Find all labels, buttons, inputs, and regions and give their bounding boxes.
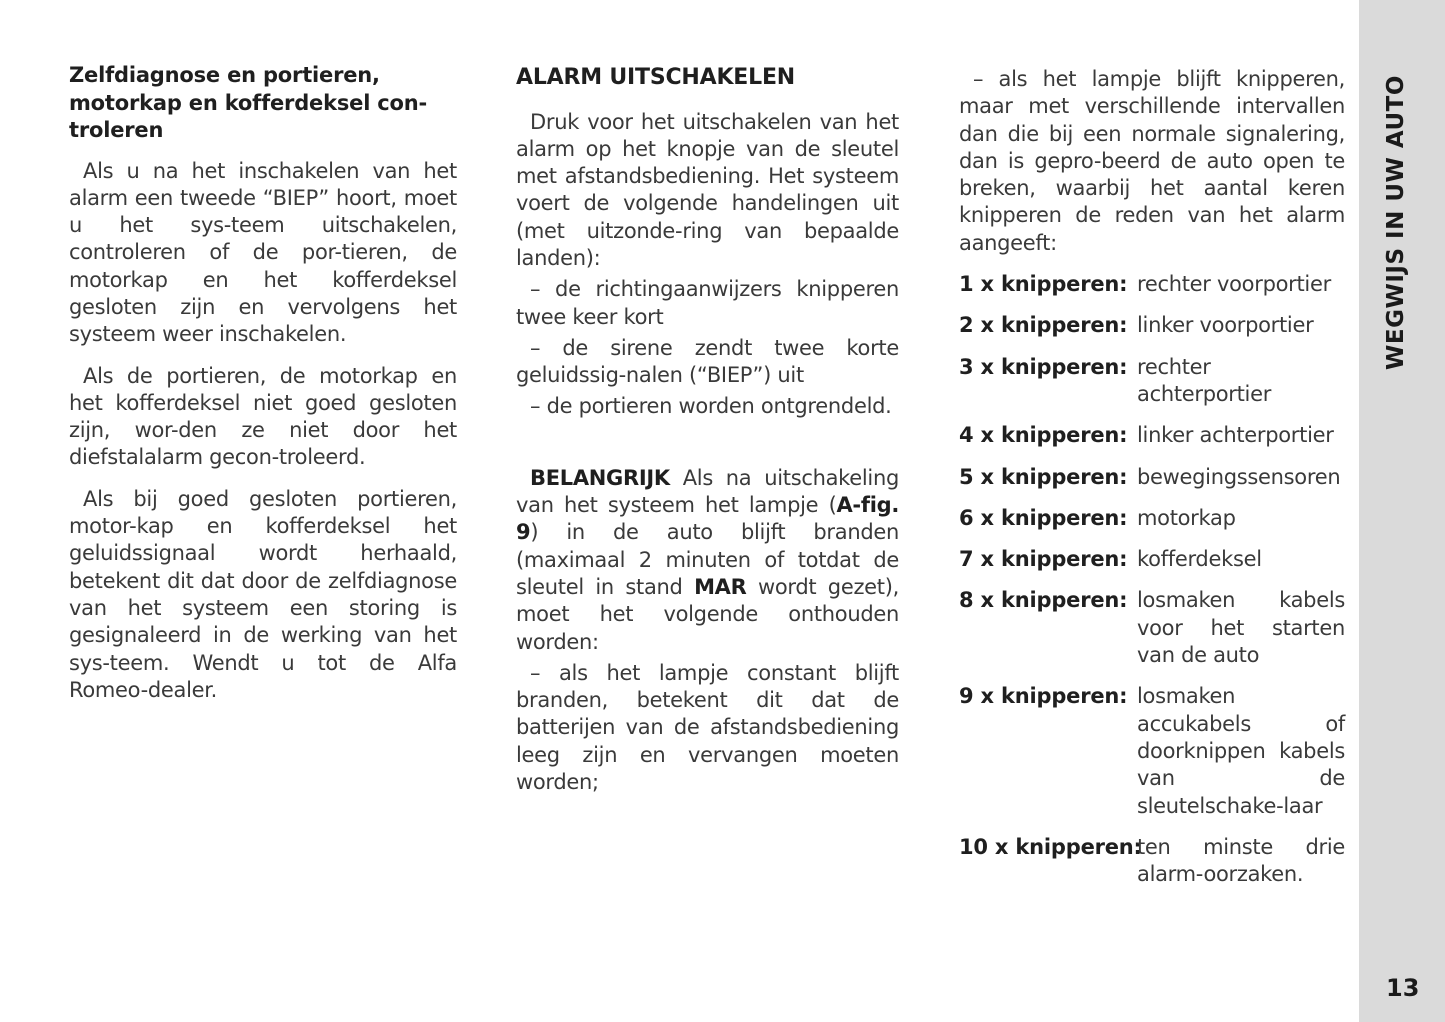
blink-count: 3 x knipperen: (959, 354, 1128, 379)
blink-code-row (959, 271, 1345, 298)
blink-code-row (959, 505, 1345, 532)
blink-count: 6 x knipperen: (959, 505, 1128, 530)
list-item: – de richtingaanwijzers knipperen twee keer kort (516, 277, 899, 329)
paragraph: Druk voor het uitschakelen van het alarm op het knopje van de sleutel met afstandsbediening. Het systeem voert de volgende handelingen uit (met uitzonde-ring van bepaalde landen): (516, 109, 899, 270)
list-item: – als het lampje constant blijft branden, betekent dit dat de batterijen van de afstandsbediening leeg zijn en vervangen moeten worden; (516, 660, 899, 795)
blink-meaning: ten minste drie alarm-oorzaken. (1137, 834, 1345, 887)
blink-code-row (959, 834, 1345, 889)
section-heading-alarm-off: ALARM UITSCHAKELEN (516, 65, 795, 90)
blink-meaning: rechter achterportier (1137, 354, 1272, 406)
important-label: BELANGRIJK (530, 465, 670, 490)
blink-meaning: losmaken kabels voor het starten van de auto (1137, 588, 1345, 668)
paragraph: Als bij goed gesloten portieren, motor-kap en kofferdeksel het geluidssignaal wordt herhaald, betekent dit dat door de zelfdiagnose van het systeem een storing is gesignaleerd in de werking van het sys-teem. Wendt u tot de Alfa Romeo-dealer. (69, 486, 457, 702)
page-number: 13 (1386, 974, 1420, 1002)
blink-meaning: losmaken accukabels of doorknippen kabels van de sleutelschake-laar (1137, 684, 1345, 818)
blink-count: 9 x knipperen: (959, 684, 1128, 709)
blink-meaning: kofferdeksel (1137, 547, 1262, 572)
blink-code-row (959, 422, 1345, 449)
list-item: – de portieren worden ontgrendeld. (530, 394, 892, 419)
blink-code-row (959, 312, 1345, 339)
blink-count: 4 x knipperen: (959, 423, 1128, 448)
blink-meaning: linker voorportier (1137, 313, 1314, 338)
blink-meaning: rechter voorportier (1137, 272, 1331, 297)
blink-code-row (959, 546, 1345, 573)
paragraph: – als het lampje blijft knipperen, maar met verschillende intervallen dan die bij een normale signalering, dan is gepro-beerd de auto open te breken, waarbij het aantal keren knipperen de reden van het alarm aangeeft: (959, 67, 1345, 255)
important-note: BELANGRIJK Als na uitschakeling van het systeem het lampje (A-fig. 9) in de auto blijft branden (maximaal 2 minuten of totdat de sleutel in stand MAR wordt gezet), moet het volgende onthouden worden: (516, 465, 899, 654)
blink-code-row (959, 683, 1345, 819)
blink-count: 5 x knipperen: (959, 464, 1128, 489)
blink-meaning: bewegingssensoren (1137, 464, 1341, 489)
blink-code-row (959, 464, 1345, 491)
paragraph: Als de portieren, de motorkap en het kofferdeksel niet goed gesloten zijn, wor-den ze niet door het diefstalalarm gecon-troleerd. (69, 363, 457, 470)
blink-count: 7 x knipperen: (959, 547, 1128, 572)
section-heading-self-diagnosis: Zelfdiagnose en portieren, motorkap en kofferdeksel con-troleren (69, 63, 428, 142)
blink-code-row (959, 587, 1345, 669)
paragraph: Als u na het inschakelen van het alarm een tweede “BIEP” hoort, moet u het sys-teem uitschakelen, controleren of de por-tieren, de motorkap en het kofferdeksel gesloten zijn en vervolgens het systeem weer inschakelen. (69, 158, 457, 347)
column-middle (516, 64, 899, 800)
blink-count: 10 x knipperen: (959, 834, 1142, 859)
blink-count: 2 x knipperen: (959, 313, 1128, 338)
blink-count: 8 x knipperen: (959, 588, 1128, 613)
list-item: – de sirene zendt twee korte geluidssig-nalen (“BIEP”) uit (516, 335, 899, 388)
blink-code-list (959, 271, 1345, 888)
blink-code-row (959, 354, 1345, 409)
blink-meaning: motorkap (1137, 505, 1236, 530)
chapter-title: WEGWIJS IN UW AUTO (1383, 75, 1409, 370)
column-right (959, 66, 1345, 902)
blink-count: 1 x knipperen: (959, 272, 1128, 297)
column-left (69, 62, 457, 718)
key-position-mar: MAR (694, 574, 747, 599)
figure-reference: A-fig. 9 (516, 493, 899, 545)
blink-meaning: linker achterportier (1137, 423, 1334, 448)
